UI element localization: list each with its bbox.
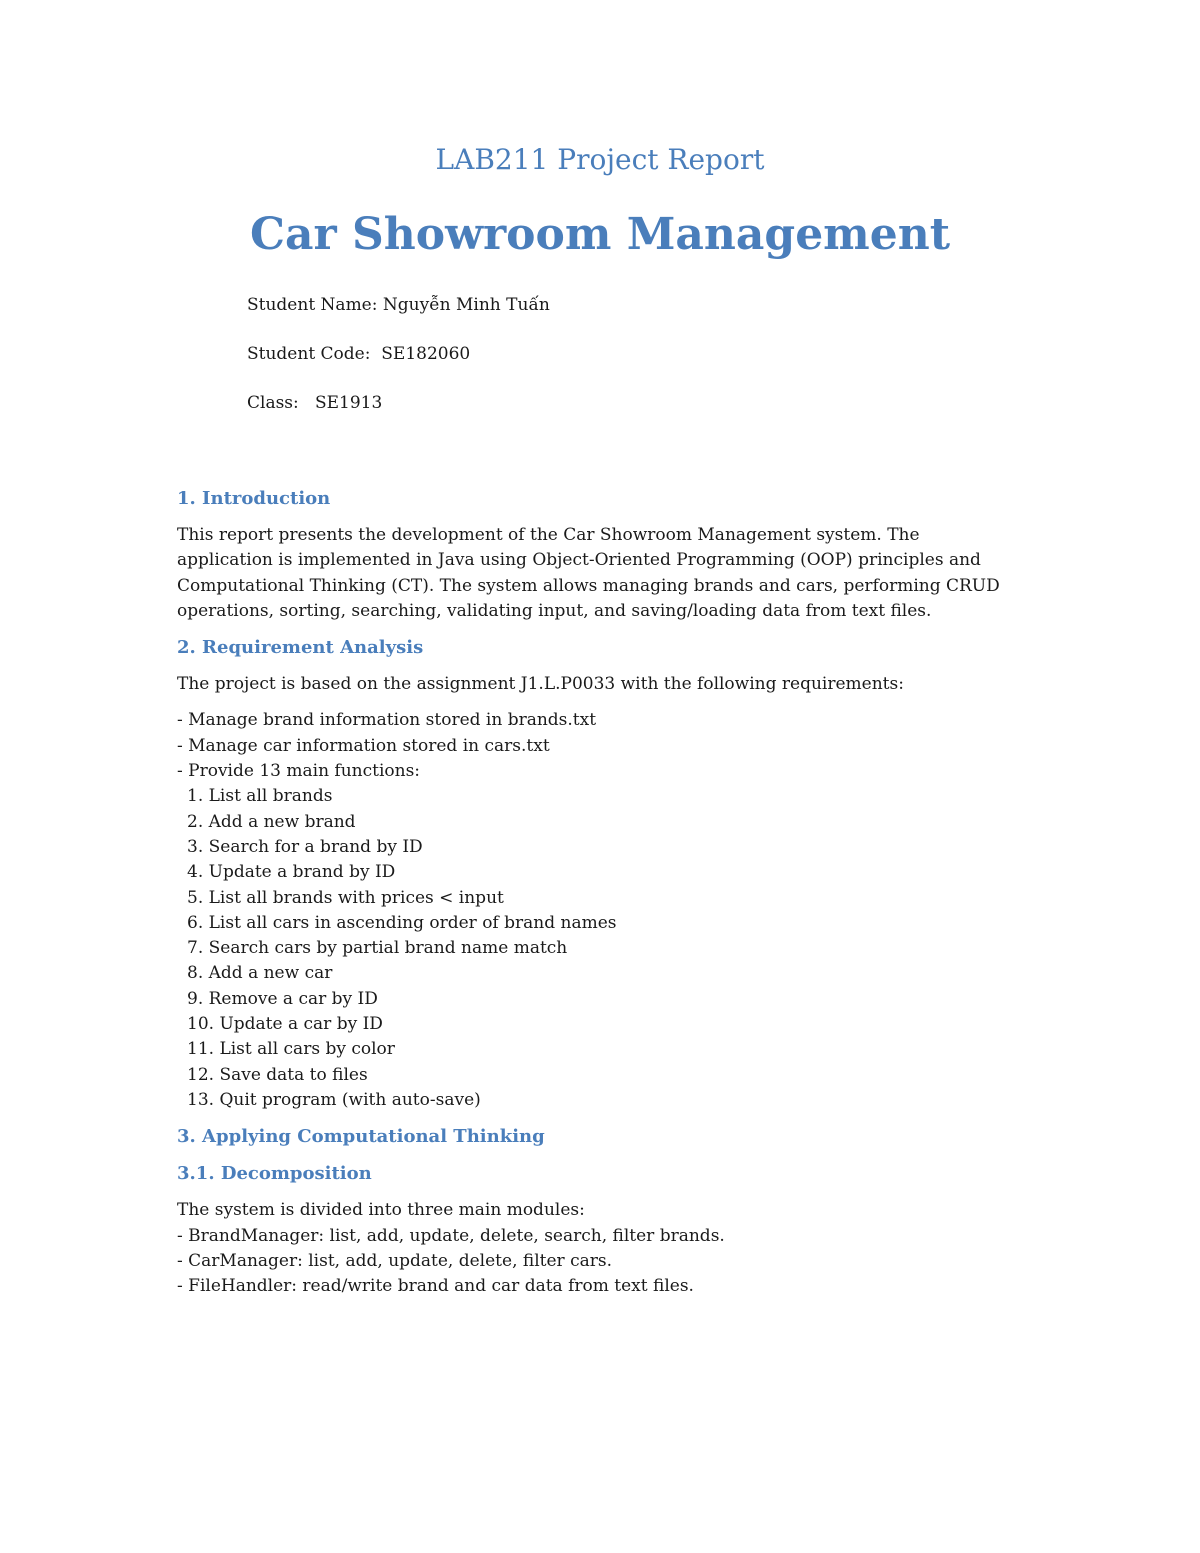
list-item: 4. Update a brand by ID — [187, 862, 396, 883]
list-item: 12. Save data to files — [187, 1064, 368, 1085]
section-heading-introduction: 1. Introduction — [177, 488, 331, 509]
list-item: 1. List all brands — [187, 786, 333, 807]
requirement-list — [177, 708, 1017, 1113]
introduction-paragraph: This report presents the development of the Car Showroom Management system. The application is implemented in Java using Object-Oriented Programming (OOP) principles and Computational Thinking (CT). The system allows managing brands and cars, performing CRUD operations, sorting, searching, validating input, and saving/loading data from text files. — [177, 525, 1000, 621]
list-item: - Manage brand information stored in brands.txt — [177, 710, 597, 731]
class-value: SE1913 — [298, 393, 383, 413]
student-code-value: SE182060 — [370, 344, 471, 364]
decomposition-list — [177, 1198, 1017, 1299]
list-item: 9. Remove a car by ID — [187, 988, 378, 1009]
student-name-value: Nguyễn Minh Tuấn — [377, 295, 550, 315]
section-heading-computational-thinking: 3. Applying Computational Thinking — [177, 1126, 545, 1148]
requirement-paragraph: The project is based on the assignment J1.L.P0033 with the following requirements: — [177, 674, 904, 695]
student-code-label: Student Code: — [247, 344, 371, 364]
list-item: 7. Search cars by partial brand name match — [187, 938, 568, 959]
list-item: 8. Add a new car — [187, 963, 333, 984]
list-item: - FileHandler: read/write brand and car data from text files. — [177, 1276, 694, 1297]
class-line — [247, 390, 382, 416]
list-item: - BrandManager: list, add, update, delete, search, filter brands. — [177, 1225, 725, 1246]
class-label: Class: — [247, 393, 299, 413]
list-item: 5. List all brands with prices < input — [187, 887, 504, 908]
student-name-label: Student Name: — [247, 295, 378, 315]
report-title: Car Showroom Management — [249, 209, 951, 260]
student-name-line — [247, 292, 550, 318]
list-item: 10. Update a car by ID — [187, 1014, 383, 1035]
section-heading-decomposition: 3.1. Decomposition — [177, 1163, 372, 1185]
report-subtitle: LAB211 Project Report — [435, 143, 765, 176]
list-item: 11. List all cars by color — [187, 1039, 395, 1060]
list-item: - Manage car information stored in cars.txt — [177, 735, 550, 756]
list-item: 2. Add a new brand — [187, 811, 356, 832]
list-item: 13. Quit program (with auto-save) — [187, 1089, 481, 1110]
list-item: - Provide 13 main functions: — [177, 761, 421, 782]
list-item: - CarManager: list, add, update, delete, filter cars. — [177, 1250, 612, 1271]
list-item: 3. Search for a brand by ID — [187, 836, 423, 857]
list-item: The system is divided into three main modules: — [177, 1200, 585, 1221]
section-heading-requirement-analysis: 2. Requirement Analysis — [177, 637, 424, 659]
report-body — [177, 486, 1017, 1310]
student-code-line — [247, 341, 470, 367]
list-item: 6. List all cars in ascending order of brand names — [187, 912, 617, 933]
